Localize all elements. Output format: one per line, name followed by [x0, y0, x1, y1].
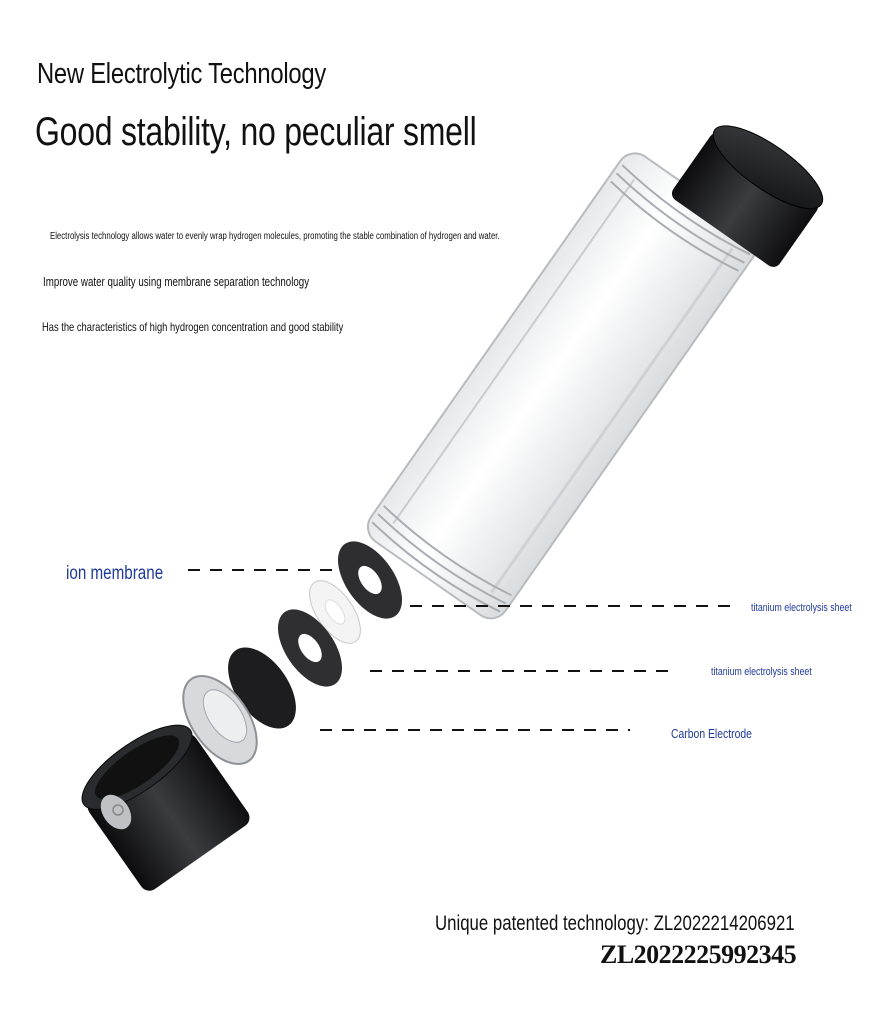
label-carbon-electrode: Carbon Electrode — [671, 726, 752, 741]
page-subtitle: New Electrolytic Technology — [37, 58, 326, 90]
label-titanium-sheet-2: titanium electrolysis sheet — [711, 666, 812, 678]
page-title: Good stability, no peculiar smell — [35, 110, 477, 154]
feature-text-1: Electrolysis technology allows water to evenly wrap hydrogen molecules, promoting the stable combination of hydrogen and water. — [50, 231, 500, 242]
label-ion-membrane: ion membrane — [66, 563, 164, 584]
feature-text-2: Improve water quality using membrane separation technology — [43, 275, 310, 289]
patent-line-2: ZL2022225992345 — [600, 940, 797, 969]
patent-line-1: Unique patented technology: ZL2022214206921 — [435, 912, 795, 935]
feature-text-3: Has the characteristics of high hydrogen concentration and good stability — [42, 320, 344, 334]
label-titanium-sheet-1: titanium electrolysis sheet — [751, 602, 852, 614]
